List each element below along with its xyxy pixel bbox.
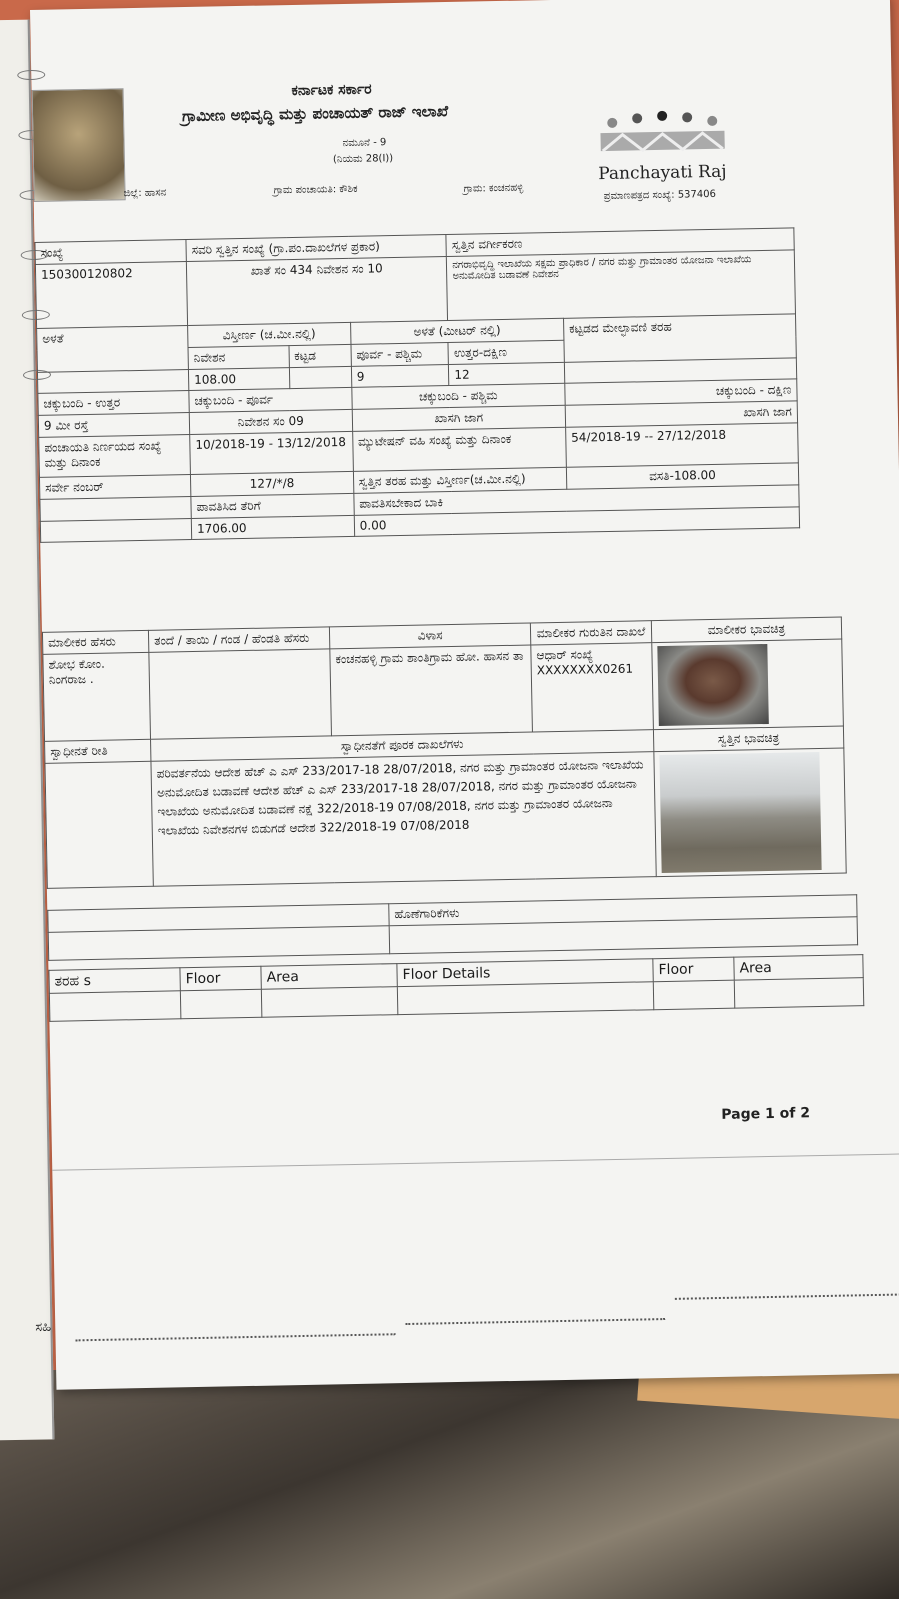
floor-col: Floor [180, 966, 261, 991]
tax-paid-label: ಪಾವತಿಸಿದ ತೆರಿಗೆ [191, 493, 354, 518]
mutation-label: ಮ್ಯುಟೇಷನ್ ವಹಿ ಸಂಖ್ಯೆ ಮತ್ತು ದಿನಾಂಕ [352, 427, 566, 471]
ns-label: ಉತ್ತರ-ದಕ್ಷಿಣ [448, 340, 564, 364]
floor-details-col: Floor Details [397, 959, 653, 987]
type-label: ಸ್ವತ್ತಿನ ವರ್ಗೀಕರಣ [446, 228, 794, 257]
area-label: ವಿಸ್ತೀರ್ಣ (ಚ.ಮೀ.ನಲ್ಲಿ) [188, 322, 351, 347]
owner-parent-label: ತಂದೆ / ತಾಯಿ / ಗಂಡ / ಹೆಂಡತಿ ಹೆಸರು [148, 627, 329, 652]
type-value: ನಗರಾಭಿವೃದ್ಧಿ ಇಲಾಖೆಯ ಸಕ್ಷಮ ಪ್ರಾಧಿಕಾರ / ನಗರ ಮತ್ತು ಗ್ರಾಮಾಂತರ ಯೋಜನಾ ಇಲಾಖೆಯ ಅನುಮೋದಿತ ಬಡಾವಣೆ ನಿವೇಶನ [447, 250, 796, 321]
resolution-value: 10/2018-19 - 13/12/2018 [190, 431, 353, 474]
ew-value: 9 [351, 365, 449, 388]
floor-table [48, 954, 864, 1022]
certificate-code: ಪ್ರಮಾಣಪತ್ರದ ಸಂಖ್ಯೆ: 537406 [603, 188, 717, 203]
side-note: ಸಹಿ [35, 1319, 52, 1336]
karnataka-emblem-icon [32, 88, 126, 202]
floor-col-2: Floor [653, 957, 734, 982]
owner-idproof-label: ಮಾಲೀಕರ ಗುರುತಿನ ದಾಖಲೆ [530, 621, 651, 645]
kind-value: ವಸತಿ-108.00 [566, 463, 798, 489]
ns-value: 12 [449, 362, 565, 385]
owner-photo [657, 644, 769, 726]
signature-line [405, 1318, 665, 1325]
floor-type-label: ತರಹ s [49, 968, 180, 994]
owner-address-label: ವಿಳಾಸ [329, 623, 530, 649]
boundary-east: ನಿವೇಶನ ಸಂ 09 [189, 409, 352, 434]
roof-label: ಕಟ್ಟಡದ ಮೇಲ್ಛಾವಣಿ ತರಹ [563, 314, 796, 362]
boundary-east-label: ಚಕ್ಕುಬಂದಿ - ಪೂರ್ವ [189, 387, 352, 412]
owner-name: ಶೋಭ ಕೋಂ. ನಿಂಗರಾಜ . [43, 652, 151, 741]
resolution-label: ಪಂಚಾಯತಿ ನಿರ್ಣಯದ ಸಂಖ್ಯೆ ಮತ್ತು ದಿನಾಂಕ [39, 435, 191, 478]
liabilities-label: ಹೊಣೆಗಾರಿಕೆಗಳು [389, 895, 857, 926]
row-label: ಅಳತೆ [37, 326, 189, 373]
owner-photo-label: ಮಾಲೀಕರ ಭಾವಚಿತ್ರ [651, 617, 841, 643]
acquire-docs-label: ಸ್ವಾಧೀನತೆಗೆ ಪೂರಕ ದಾಖಲೆಗಳು [151, 730, 654, 762]
id-label: ಸಂಖ್ಯೆ [35, 240, 186, 265]
panchayati-raj-logo-icon [592, 107, 733, 170]
boundary-south: ಖಾಸಗಿ ಜಾಗ [565, 401, 797, 427]
tax-due-label: ಪಾವತಿಸಬೇಕಾದ ಬಾಕಿ [354, 485, 800, 516]
gram-panchayat: ಗ್ರಾಮ ಪಂಚಾಯತಿ: ಕೌಶಿಕ [273, 183, 358, 197]
survey-number-label: ಸರ್ವೇ ನಂಬರ್ [39, 475, 190, 500]
rule-number: (ನಿಯಮ 28(I)) [332, 153, 394, 166]
survey-value: ಖಾತೆ ಸಂ 434 ನಿವೇಶನ ಸಂ 10 [186, 257, 448, 326]
dept-title: ಗ್ರಾಮೀಣ ಅಭಿವೃದ್ಧಿ ಮತ್ತು ಪಂಚಾಯತ್ ರಾಜ್ ಇಲಾಖೆ [181, 101, 449, 126]
ew-label: ಪೂರ್ವ - ಪಶ್ಚಿಮ [351, 343, 449, 367]
tax-paid: 1706.00 [191, 515, 354, 539]
signature-line [675, 1293, 899, 1299]
site-label: ನಿವೇಶನ [188, 346, 289, 370]
survey-number: 127/*/8 [190, 471, 353, 496]
form-number: ನಮೂನೆ - 9 [342, 137, 387, 150]
building-label: ಕಟ್ಟಡ [289, 344, 352, 367]
owner-name-label: ಮಾಲೀಕರ ಹೆಸರು [42, 630, 148, 654]
govt-title: ಕರ್ನಾಟಕ ಸರ್ಕಾರ [291, 81, 372, 99]
owner-table [42, 617, 847, 889]
id-value: 150300120802 [35, 262, 187, 329]
tax-due: 0.00 [354, 507, 800, 537]
property-photo [659, 752, 821, 873]
acquire-label: ಸ್ವಾಧೀನತೆ ರೀತಿ [45, 739, 151, 763]
property-photo-label: ಸ್ವತ್ತಿನ ಭಾವಚಿತ್ರ [653, 726, 843, 752]
boundary-north: 9 ಮೀ ರಸ್ತೆ [38, 413, 189, 438]
boundary-west: ಖಾಸಗಿ ಜಾಗ [352, 405, 566, 431]
mutation-value: 54/2018-19 -- 27/12/2018 [566, 423, 799, 467]
boundary-south-label: ಚಕ್ಕುಬಂದಿ - ದಕ್ಷಿಣ [565, 379, 797, 405]
village: ಗ್ರಾಮ: ಕಂಚನಹಳ್ಳಿ [463, 182, 524, 195]
property-table [34, 227, 800, 543]
signature-line [76, 1333, 396, 1341]
owner-address: ಕಂಚನಹಳ್ಳಿ ಗ್ರಾಮ ಶಾಂತಿಗ್ರಾಮ ಹೋ. ಹಾಸನ ತಾ [330, 645, 533, 736]
brand-text: Panchayati Raj [598, 161, 727, 185]
boundary-north-label: ಚಕ್ಕುಬಂದಿ - ಉತ್ತರ [38, 391, 189, 416]
document-page [30, 0, 899, 1390]
dimension-label: ಅಳತೆ (ಮೀಟರ್ ನಲ್ಲಿ) [350, 318, 564, 344]
binder-ring [17, 70, 45, 81]
owner-idproof: ಆಧಾರ್ ಸಂಖ್ಯೆ XXXXXXXX0261 [531, 643, 654, 732]
site-area: 108.00 [188, 368, 289, 391]
survey-label: ಸವರಿ ಸ್ವತ್ತಿನ ಸಂಖ್ಯೆ (ಗ್ರಾ.ಪಂ.ದಾಖಲೆಗಳ ಪ್ರಕಾರ) [186, 235, 447, 262]
district: ಜಿಲ್ಲೆ: ಹಾಸನ [123, 187, 167, 200]
kind-label: ಸ್ವತ್ತಿನ ತರಹ ಮತ್ತು ವಿಸ್ತೀರ್ಣ(ಚ.ಮೀ.ನಲ್ಲಿ) [353, 467, 567, 493]
acquire-docs: ಪರಿವರ್ತನೆಯ ಆದೇಶ ಹೆಚ್ ಎ ಎಸ್ 233/2017-18 28/07/2018, ನಗರ ಮತ್ತು ಗ್ರಾಮಾಂತರ ಯೋಜನಾ ಇಲಾಖೆಯ ಅನುಮೋದಿತ ಬಡಾವಣೆ ಆದೇಶ ಹೆಚ್ ಎ ಎಸ್ 233/2017-18 28/07/2018, ನಗರ ಮತ್ತು ಗ್ರಾಮಾಂತರ ಯೋಜನಾ ಇಲಾಖೆಯ ಅನುಮೋದಿತ ಬಡಾವಣೆ ನಕ್ಷೆ 322/2018-19 07/08/2018, ನಗರ ಮತ್ತು ಗ್ರಾಮಾಂತರ ಯೋಜನಾ ಇಲಾಖೆಯ ನಿವೇಶನಗಳ ಬಿಡುಗಡೆ ಆದೇಶ 322/2018-19 07/08/2018 [151, 752, 656, 887]
page-number: Page 1 of 2 [721, 1105, 811, 1123]
page-divider [52, 1153, 899, 1171]
liabilities-table [47, 894, 858, 961]
boundary-west-label: ಚಕ್ಕುಬಂದಿ - ಪಶ್ಚಿಮ [352, 383, 566, 409]
area-col: Area [261, 964, 397, 990]
area-col-2: Area [734, 955, 863, 980]
